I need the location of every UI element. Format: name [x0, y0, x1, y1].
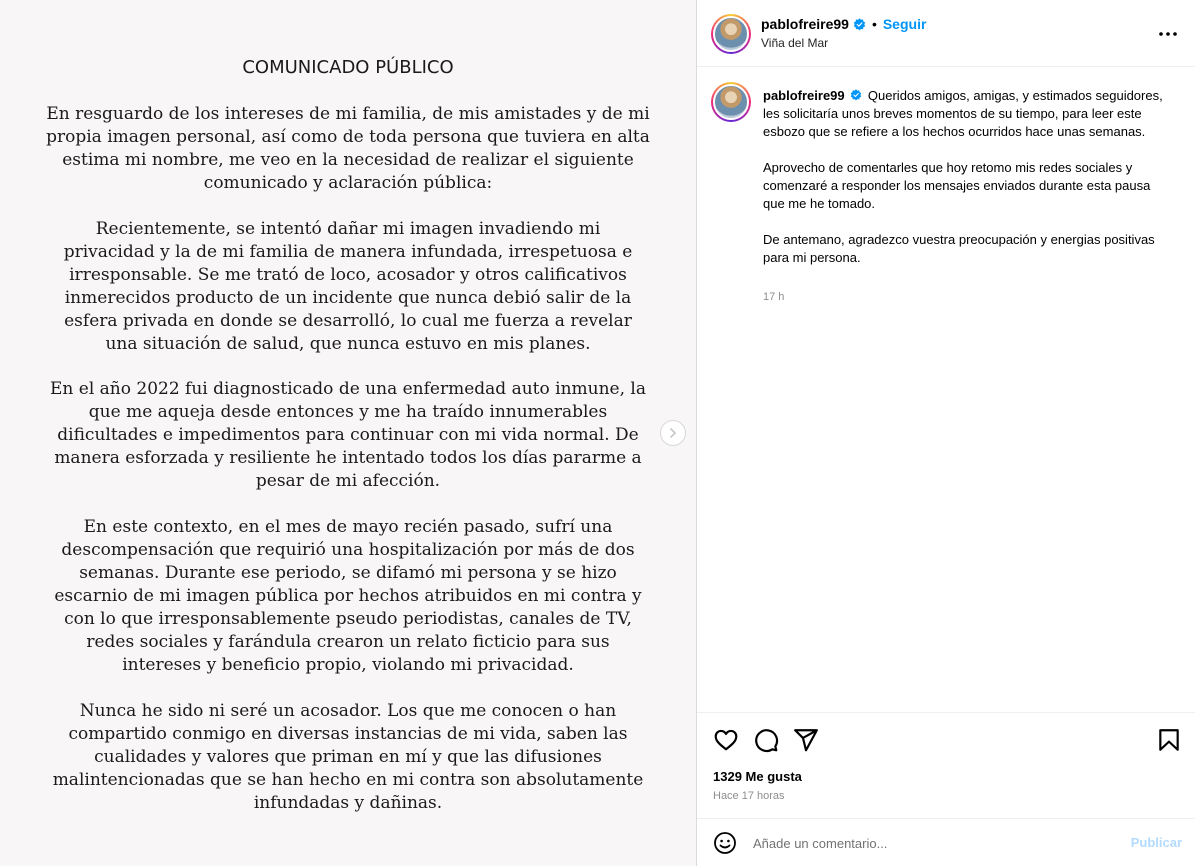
chevron-right-icon	[667, 427, 679, 439]
more-options-icon[interactable]	[1156, 22, 1180, 46]
header-user-row	[761, 16, 926, 32]
likes-count[interactable]: 1329 Me gusta	[713, 769, 802, 784]
post-actions	[697, 712, 1195, 818]
location-link[interactable]: Viña del Mar	[761, 36, 829, 50]
statement-title: COMUNICADO PÚBLICO	[242, 57, 454, 78]
caption-section	[697, 68, 1195, 712]
verified-badge-icon	[853, 18, 866, 31]
verified-badge-icon	[850, 89, 862, 101]
caption	[763, 87, 1163, 267]
comment-bar	[697, 818, 1195, 866]
share-icon[interactable]	[793, 727, 819, 753]
statement-paragraph: En este contexto, en el mes de mayo recién pasado, sufrí una descompensación que requirió una hospitalización por más de dos semanas. Durante ese periodo, se difamó mi persona y se hizo escarnio de mi imagen pública por hechos atribuidos en mi contra y con lo que irresponsablemente pseudo periodistas, canales de TV, redes sociales y farándula crearon un relato ficticio para sus intereses y beneficio propio, violando mi privacidad.	[54, 517, 642, 675]
caption-timestamp[interactable]: 17 h	[763, 291, 785, 303]
heart-icon[interactable]	[713, 727, 739, 753]
separator-dot: •	[871, 16, 877, 32]
avatar-photo	[713, 84, 749, 120]
avatar-photo	[713, 16, 749, 52]
statement-paragraph: Nunca he sido ni seré un acosador. Los que me conocen o han compartido conmigo en diversas instancias de mi vida, saben las cualidades y valores que priman en mí y que las difusiones malintencionadas que se han hecho en mi contra son absolutamente infundadas y dañinas.	[52, 701, 644, 813]
statement-paragraph: En resguardo de los intereses de mi familia, de mis amistades y de mi propia imagen personal, así como de toda persona que tuviera en alta estima mi nombre, me veo en la necesidad de realizar el siguiente comunicado y aclaración pública:	[46, 104, 650, 193]
post-timestamp[interactable]: Hace 17 horas	[713, 790, 785, 802]
avatar[interactable]	[711, 82, 751, 122]
statement-paragraph: Recientemente, se intentó dañar mi imagen invadiendo mi privacidad y la de mi familia de manera infundada, irrespetuosa e irresponsable. Se me trató de loco, acosador y otros calificativos inmerecidos producto de un incidente que nunca debió salir de la esfera privada en donde se desarrolló, lo cual me fuerza a revelar una situación de salud, que nunca estuvo en mis planes.	[63, 219, 633, 354]
statement-paragraph: En el año 2022 fui diagnosticado de una enfermedad auto inmune, la que me aqueja desde entonces y me ha traído innumerables dificultades e impedimentos para continuar con mi vida normal. De manera esforzada y resiliente he intentado todos los días pararme a pesar de mi afección.	[50, 379, 646, 491]
emoji-icon[interactable]	[713, 831, 737, 855]
bookmark-icon[interactable]	[1156, 727, 1182, 753]
caption-username-link[interactable]: pablofreire99	[763, 88, 845, 103]
comment-input[interactable]	[753, 832, 1113, 854]
avatar[interactable]	[711, 14, 751, 54]
post-header	[697, 0, 1195, 67]
follow-button[interactable]: Seguir	[882, 16, 927, 32]
publish-button[interactable]: Publicar	[1130, 835, 1182, 850]
next-image-button[interactable]	[660, 420, 686, 446]
caption-text: Queridos amigos, amigas, y estimados seguidores, les solicitaría unos breves momentos de su tiempo, para leer este esbozo que se refiere a los hechos ocurridos hace unas semanas. Aprovecho de comentarles que hoy retomo mis redes sociales y comenzaré a responder los mensajes enviados durante esta pausa que me he tomado. De antemano, agradezco vuestra preocupación y energias positivas para mi persona.	[763, 88, 1163, 265]
post-side-panel	[696, 0, 1195, 866]
username-link[interactable]: pablofreire99	[761, 16, 849, 32]
comment-icon[interactable]	[753, 727, 779, 753]
